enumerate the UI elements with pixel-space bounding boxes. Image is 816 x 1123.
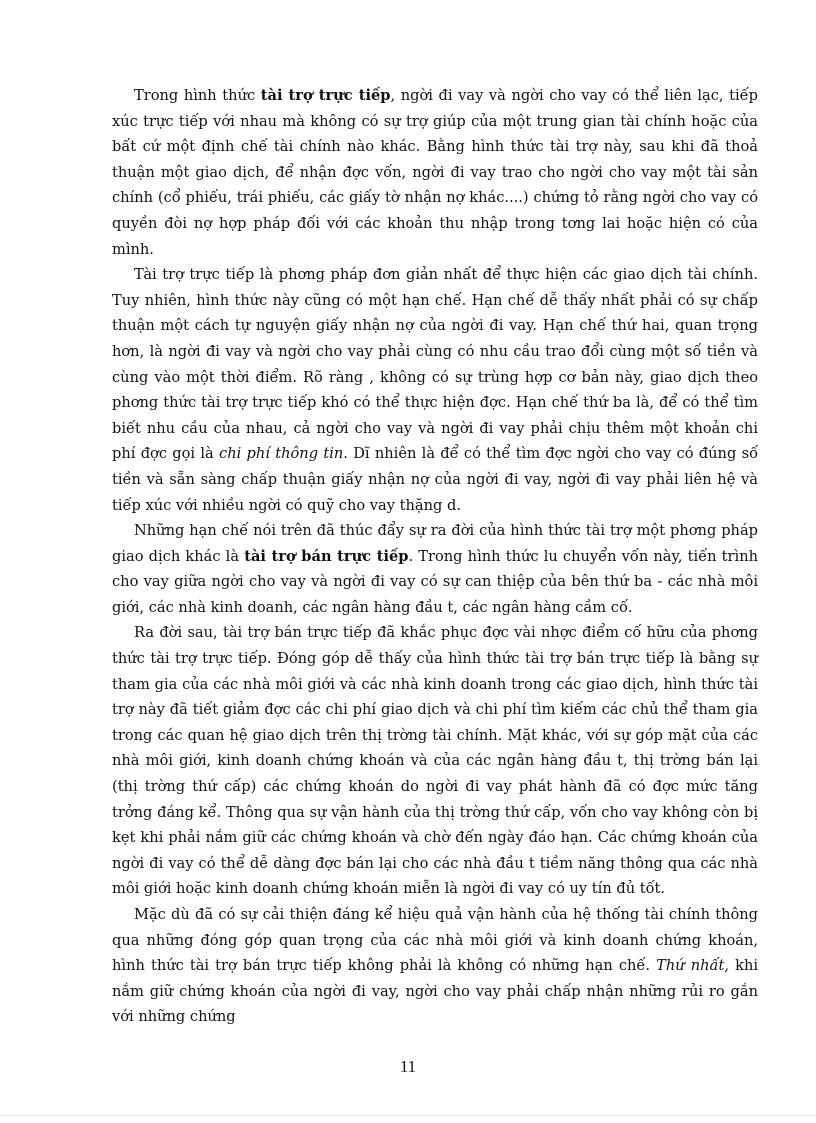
- text-span: , ngời đi vay và ngời cho vay có thể liên lạc, tiếp xúc trực tiếp với nhau mà không có sự trợ giúp của một trung gian tài chính hoặc của bất cứ một định chế tài chính nào khác. Bằng hình thức tài trợ này, sau khi đã thoả thuận một giao dịch, để nhận đợc vốn, ngời đi vay trao cho ngời cho vay một tài sản chính (cổ phiếu, trái phiếu, các giấy tờ nhận nợ khác....) chứng tỏ rằng ngời cho vay có quyền đòi nợ hợp pháp đối với các khoản thu nhập trong tơng lai hoặc hiện có của mình.: [112, 87, 758, 258]
- paragraph-direct-finance-limits: [112, 262, 758, 518]
- text-span: . Dĩ nhiên là để có thể tìm đợc ngời cho vay có đúng số tiền và sẵn sàng chấp thuận giấy nhận nợ của ngời đi vay, ngời đi vay phải liên hệ và tiếp xúc với nhiều ngời có quỹ cho vay thặng d.: [112, 445, 758, 514]
- paragraph-direct-finance: [112, 83, 758, 262]
- term-semi-direct-finance: tài trợ bán trực tiếp: [244, 547, 409, 565]
- term-direct-finance: tài trợ trực tiếp: [260, 87, 391, 104]
- text-span: Tài trợ trực tiếp là phơng pháp đơn giản nhất để thực hiện các giao dịch tài chính. Tuy nhiên, hình thức này cũng có một hạn chế. Hạn chế dễ thấy nhất phải có sự chấp thuận một cách tự nguyện giấy nhận nợ của ngời đi vay. Hạn chế thứ hai, quan trọng hơn, là ngời đi vay và ngời cho vay phải cùng có nhu cầu trao đổi cùng một số tiền và cùng vào một thời điểm. Rõ ràng , không có sự trùng hợp cơ bản này, giao dịch theo phơng thức tài trợ trực tiếp khó có thể thực hiện đợc. Hạn chế thứ ba là, để có thể tìm biết nhu cầu của nhau, cả ngời cho vay và ngời đi vay phải chịu thêm một khoản chi phí đợc gọi là: [112, 266, 758, 463]
- page-number: 11: [399, 1057, 417, 1076]
- text-span: . Trong hình thức lu chuyển vốn này, tiến trình cho vay giữa ngời cho vay và ngời đi vay có sự can thiệp của bên thứ ba - các nhà môi giới, các nhà kinh doanh, các ngân hàng đầu t, các ngân hàng cầm cố.: [112, 547, 758, 616]
- term-first: Thứ nhất: [656, 957, 725, 975]
- page-bottom-divider: [0, 1115, 816, 1116]
- term-information-cost: chi phí thông tin: [219, 445, 344, 463]
- page-body: [112, 83, 758, 1030]
- text-span: Mặc dù đã có sự cải thiện đáng kể hiệu quả vận hành của hệ thống tài chính thông qua những đóng góp quan trọng của các nhà môi giới và kinh doanh chứng khoán, hình thức tài trợ bán trực tiếp không phải là không có những hạn chế.: [112, 906, 758, 975]
- paragraph-semi-direct-limits: [112, 902, 758, 1030]
- text-span: Những hạn chế nói trên đã thúc đẩy sự ra đời của hình thức tài trợ một phơng pháp giao dịch khác là: [112, 522, 758, 565]
- text-span: Ra đời sau, tài trợ bán trực tiếp đã khắc phục đợc vài nhợc điểm cố hữu của phơng thức tài trợ trực tiếp. Đóng góp dễ thấy của hình thức tài trợ bán trực tiếp là bằng sự tham gia của các nhà môi giới và các nhà kinh doanh trong các giao dịch, hình thức tài trợ này đã tiết giảm đợc các chi phí giao dịch và chi phí tìm kiếm các chủ thể tham gia trong các quan hệ giao dịch trên thị trờng tài chính. Mặt khác, với sự góp mặt của các nhà môi giới, kinh doanh chứng khoán và của các ngân hàng đầu t, thị trờng bán lại (thị trờng thứ cấp) các chứng khoán do ngời đi vay phát hành đã có đợc mức tăng trởng đáng kể. Thông qua sự vận hành của thị trờng thứ cấp, vốn cho vay không còn bị kẹt khi phải nắm giữ các chứng khoán và chờ đến ngày đáo hạn. Các chứng khoán của ngời đi vay có thể dễ dàng đợc bán lại cho các nhà đầu t tiềm năng thông qua các nhà môi giới hoặc kinh doanh chứng khoán miễn là ngời đi vay có uy tín đủ tốt.: [112, 624, 758, 898]
- paragraph-semi-direct-benefits: [112, 620, 758, 902]
- text-span: Trong hình thức: [134, 87, 261, 104]
- text-span: , khi nắm giữ chứng khoán của ngời đi vay, ngời cho vay phải chấp nhận những rủi ro gắn với những chứng: [112, 957, 759, 1026]
- paragraph-semi-direct-finance: [112, 518, 758, 620]
